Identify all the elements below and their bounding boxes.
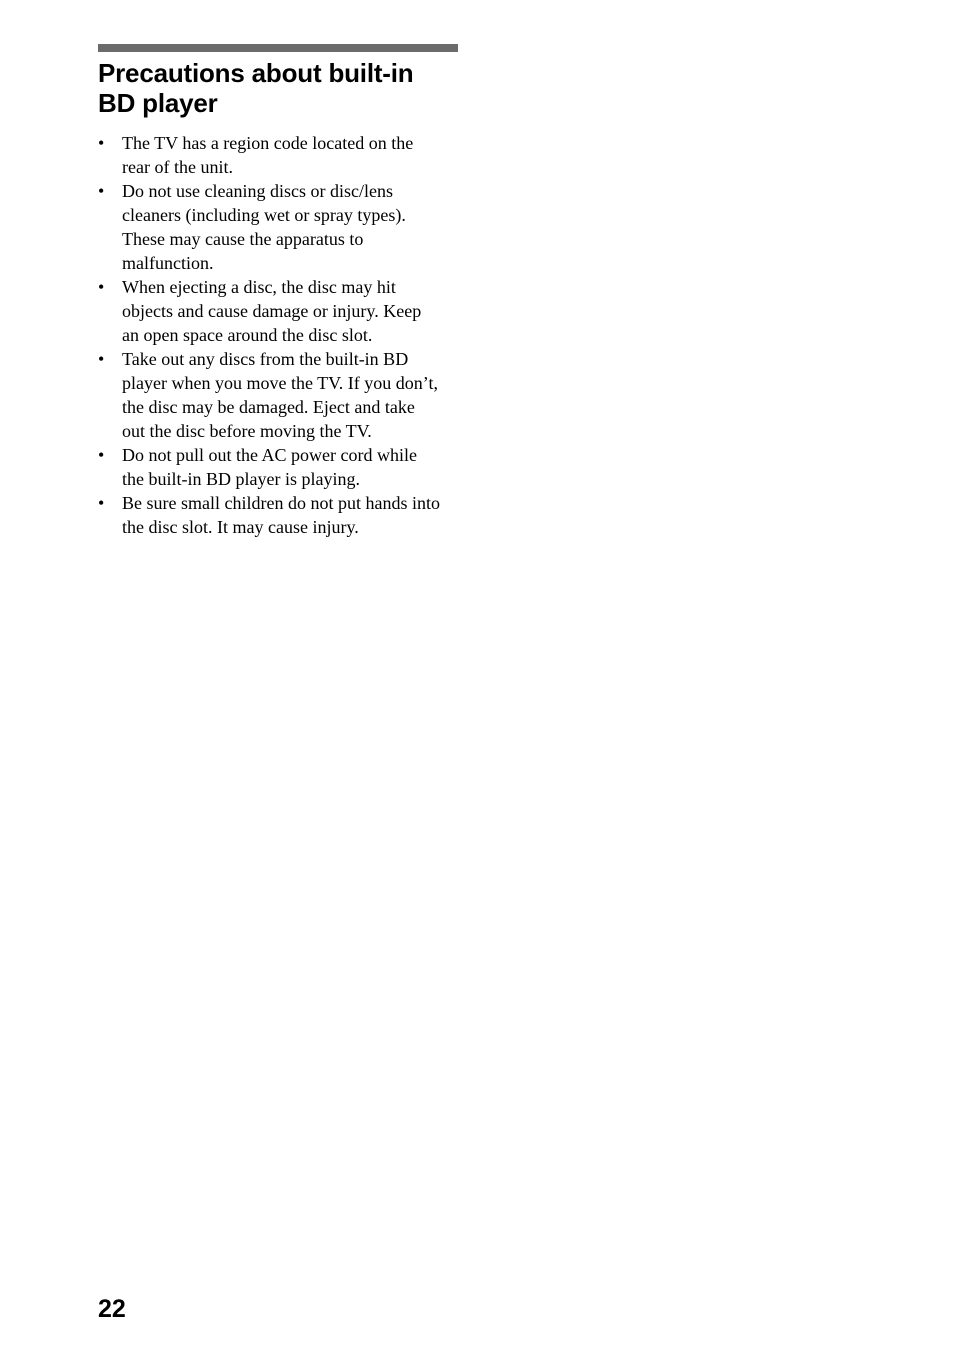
list-item-line: the disc may be damaged. Eject and take xyxy=(122,397,415,417)
list-item-line: Be sure small children do not put hands into xyxy=(122,493,440,513)
list-item-line: Do not use cleaning discs or disc/lens xyxy=(122,181,393,201)
list-item-line: out the disc before moving the TV. xyxy=(122,421,372,441)
bullet-icon: • xyxy=(98,277,105,297)
bullet-icon: • xyxy=(98,445,105,465)
list-item xyxy=(98,275,468,347)
list-item-line: the disc slot. It may cause injury. xyxy=(122,517,359,537)
precautions-list xyxy=(98,131,468,539)
list-item xyxy=(98,443,468,491)
list-item-line: rear of the unit. xyxy=(122,157,233,177)
list-item xyxy=(98,347,468,443)
section-title-line: BD player xyxy=(98,88,218,118)
section-title-line: Precautions about built-in xyxy=(98,58,414,88)
list-item-line: Do not pull out the AC power cord while xyxy=(122,445,417,465)
list-item-line: an open space around the disc slot. xyxy=(122,325,373,345)
list-item-line: player when you move the TV. If you don’t, xyxy=(122,373,438,393)
bullet-icon: • xyxy=(98,493,105,513)
list-item xyxy=(98,179,468,275)
section-title xyxy=(98,58,468,118)
bullet-icon: • xyxy=(98,349,105,369)
page-number: 22 xyxy=(98,1295,126,1323)
list-item xyxy=(98,131,468,179)
list-item-line: These may cause the apparatus to xyxy=(122,229,364,249)
list-item-line: malfunction. xyxy=(122,253,214,273)
list-item xyxy=(98,491,468,539)
list-item-line: cleaners (including wet or spray types). xyxy=(122,205,406,225)
bullet-icon: • xyxy=(98,181,105,201)
list-item-line: When ejecting a disc, the disc may hit xyxy=(122,277,396,297)
list-item-line: objects and cause damage or injury. Keep xyxy=(122,301,422,321)
list-item-line: The TV has a region code located on the xyxy=(122,133,414,153)
bullet-icon: • xyxy=(98,133,105,153)
list-item-line: the built-in BD player is playing. xyxy=(122,469,360,489)
section-heading-rule xyxy=(98,44,458,52)
list-item-line: Take out any discs from the built-in BD xyxy=(122,349,409,369)
